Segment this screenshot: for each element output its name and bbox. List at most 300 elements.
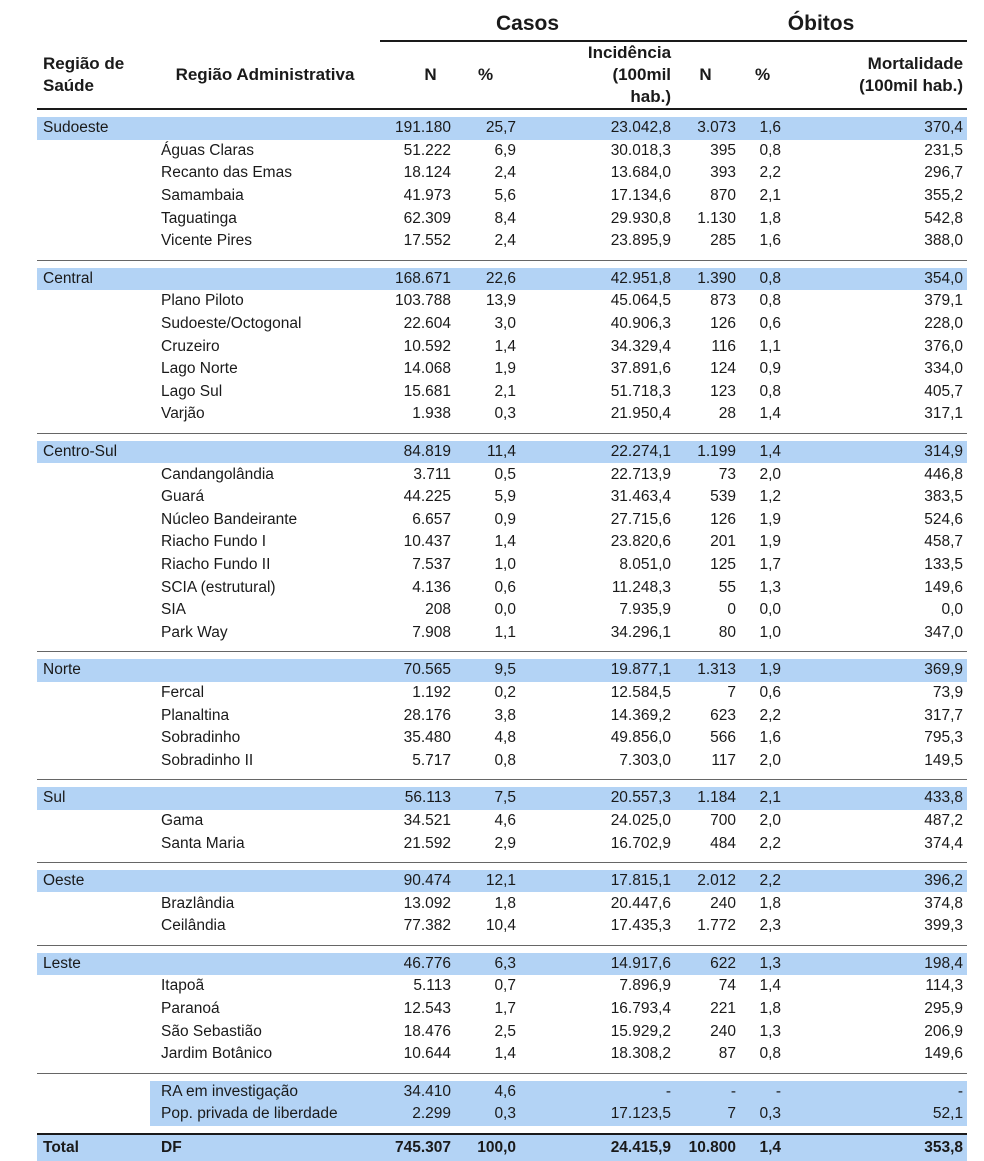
cell-obitos-pct: 1,0: [759, 623, 782, 641]
cell-obitos-pct: 1,1: [759, 337, 782, 355]
spacer-cell: [37, 1126, 967, 1134]
cell-incidencia: 11.248,3: [611, 578, 672, 596]
cell-regiao-saude: [37, 727, 150, 750]
cell-regiao-admin: [150, 870, 380, 893]
table-row: [37, 727, 967, 750]
spacer-row: [37, 253, 967, 261]
cell-casos-n: 77.382: [403, 917, 451, 935]
cell-obitos-pct: 1,4: [740, 441, 785, 464]
cell-incidencia: 45.064,5: [610, 292, 672, 310]
total-row: [37, 1134, 967, 1161]
cell-casos-n: 2.299: [380, 1103, 455, 1126]
spacer-cell: [37, 260, 967, 268]
cell-incidencia: 17.815,1: [520, 870, 675, 893]
col-header-casos-n: N: [380, 41, 455, 109]
cell-obitos-pct: 2,0: [759, 465, 782, 483]
cell-casos-n: 17.552: [403, 232, 451, 250]
table-row: [37, 554, 967, 577]
cell-casos-pct: 0,3: [494, 405, 516, 423]
table-row: [37, 207, 967, 230]
cell-obitos-n: 393: [710, 164, 737, 182]
cell-casos-n: 70.565: [380, 659, 455, 682]
cell-mortalidade: 0,0: [941, 601, 964, 619]
cell-obitos-n: 395: [710, 141, 737, 159]
cell-casos-n: 3.711: [413, 465, 451, 483]
cell-obitos-n: 1.772: [697, 917, 737, 935]
table-row: [37, 486, 967, 509]
cell-obitos-n: 566: [710, 729, 737, 747]
cell-regiao-admin: Samambaia: [161, 187, 244, 205]
cell-obitos-pct: 2,2: [759, 706, 782, 724]
cell-regiao-admin: Pop. privada de liberdade: [150, 1103, 380, 1126]
cell-casos-pct: 2,9: [494, 834, 516, 852]
cell-casos-pct: 0,5: [494, 465, 516, 483]
cell-casos-pct: 5,6: [494, 187, 516, 205]
cell-casos-n: 1.938: [412, 405, 451, 423]
cell-regiao-saude: Centro-Sul: [37, 441, 150, 464]
cell-obitos-pct: 1,7: [759, 555, 782, 573]
cell-regiao-admin: DF: [150, 1134, 380, 1161]
cell-casos-pct: 0,0: [494, 601, 516, 619]
cell-regiao-saude: [37, 749, 150, 772]
cell-regiao-saude: [37, 207, 150, 230]
cell-regiao-admin: Lago Sul: [161, 382, 223, 400]
cell-casos-pct: 4,6: [455, 1081, 520, 1104]
cell-casos-n: 22.604: [403, 315, 451, 333]
cell-mortalidade: 374,8: [924, 894, 964, 912]
spacer-row: [37, 938, 967, 946]
spacer-cell: [37, 855, 967, 863]
cell-mortalidade: 542,8: [924, 209, 964, 227]
spacer-cell: [37, 780, 967, 788]
table-row: [37, 892, 967, 915]
cell-casos-pct: 4,8: [494, 729, 516, 747]
cell-regiao-admin: RA em investigação: [150, 1081, 380, 1104]
cell-incidencia: 42.951,8: [520, 268, 675, 291]
cell-obitos-pct: 2,2: [759, 834, 782, 852]
cell-casos-n: 56.113: [380, 787, 455, 810]
cell-regiao-admin: Candangolândia: [161, 465, 274, 483]
cell-regiao-admin: [150, 441, 380, 464]
cell-incidencia: 34.329,4: [610, 337, 672, 355]
cell-incidencia: 21.950,4: [610, 405, 672, 423]
cell-casos-n: 15.681: [403, 382, 451, 400]
table-row: [37, 358, 967, 381]
cell-mortalidade: 376,0: [924, 337, 964, 355]
region-row: [37, 117, 967, 140]
cell-casos-pct: 22,6: [455, 268, 520, 291]
cell-obitos-n: 1.313: [675, 659, 740, 682]
cell-mortalidade: 314,9: [785, 441, 967, 464]
cell-mortalidade: 228,0: [924, 315, 964, 333]
cell-regiao-admin: Águas Claras: [161, 141, 255, 159]
cell-casos-pct: 2,5: [494, 1022, 516, 1040]
spacer-cell: [37, 433, 967, 441]
cell-obitos-pct: 1,8: [759, 1000, 782, 1018]
table-row: [37, 998, 967, 1021]
cell-casos-pct: 11,4: [455, 441, 520, 464]
cell-obitos-n: 126: [710, 510, 737, 528]
cell-mortalidade: 295,9: [924, 1000, 964, 1018]
cell-casos-n: 13.092: [403, 894, 451, 912]
cell-regiao-admin: Riacho Fundo I: [161, 533, 267, 551]
cell-mortalidade: -: [785, 1081, 967, 1104]
cell-obitos-pct: 0,8: [759, 382, 782, 400]
cell-casos-pct: 1,9: [494, 360, 516, 378]
cell-mortalidade: 355,2: [924, 187, 964, 205]
cell-casos-pct: 4,6: [494, 811, 516, 829]
cell-mortalidade: 354,0: [785, 268, 967, 291]
cell-obitos-n: 201: [710, 533, 737, 551]
cell-incidencia: 17.134,6: [610, 187, 672, 205]
table-row: [37, 682, 967, 705]
spacer-cell: [37, 862, 967, 870]
cell-casos-pct: 9,5: [455, 659, 520, 682]
cell-regiao-admin: Vicente Pires: [161, 232, 253, 250]
cell-incidencia: 18.308,2: [610, 1045, 672, 1063]
cell-mortalidade: 458,7: [924, 533, 964, 551]
cell-incidencia: 14.917,6: [520, 953, 675, 976]
cell-mortalidade: 383,5: [924, 488, 964, 506]
cell-mortalidade: 353,8: [785, 1134, 967, 1161]
cell-casos-pct: 6,9: [494, 141, 516, 159]
cell-casos-pct: 25,7: [455, 117, 520, 140]
cell-regiao-admin: Brazlândia: [161, 894, 235, 912]
cell-mortalidade: 487,2: [924, 811, 964, 829]
cell-mortalidade: 399,3: [924, 917, 964, 935]
cell-obitos-n: 126: [710, 315, 737, 333]
cell-mortalidade: 114,3: [925, 977, 964, 995]
cell-incidencia: 29.930,8: [610, 209, 672, 227]
cell-obitos-n: 1.390: [675, 268, 740, 291]
cell-obitos-n: 873: [710, 292, 737, 310]
cell-casos-pct: 1,0: [494, 555, 516, 573]
table-row: [37, 810, 967, 833]
spacer-cell: [37, 426, 967, 434]
cell-incidencia: 15.929,2: [610, 1022, 672, 1040]
cell-obitos-pct: 1,4: [759, 977, 782, 995]
cell-regiao-admin: Riacho Fundo II: [161, 555, 271, 573]
cell-mortalidade: 446,8: [924, 465, 964, 483]
cell-obitos-pct: 0,3: [740, 1103, 785, 1126]
cell-obitos-n: 539: [710, 488, 737, 506]
spacer-row: [37, 945, 967, 953]
cell-casos-n: 14.068: [403, 360, 451, 378]
spacer-row: [37, 855, 967, 863]
spacer-cell: [37, 1073, 967, 1081]
cell-regiao-saude: [37, 1103, 150, 1126]
cell-regiao-saude: [37, 140, 150, 163]
cell-casos-n: 4.136: [412, 578, 451, 596]
cell-casos-pct: 0,3: [455, 1103, 520, 1126]
cell-incidencia: 16.702,9: [610, 834, 672, 852]
cell-obitos-pct: 0,9: [759, 360, 782, 378]
cell-obitos-n: 240: [710, 1022, 737, 1040]
cell-regiao-admin: Sobradinho II: [161, 751, 254, 769]
cell-casos-pct: 0,7: [494, 977, 516, 995]
cell-casos-n: 10.437: [403, 533, 451, 551]
cell-casos-n: 12.543: [403, 1000, 451, 1018]
cell-casos-pct: 1,1: [494, 623, 516, 641]
cell-regiao-admin: Sobradinho: [161, 729, 241, 747]
cell-incidencia: 12.584,5: [610, 683, 672, 701]
cell-mortalidade: 317,1: [924, 405, 964, 423]
cell-incidencia: 27.715,6: [610, 510, 672, 528]
cell-regiao-admin: Recanto das Emas: [161, 164, 292, 182]
region-row: [37, 787, 967, 810]
cell-regiao-saude: [37, 1020, 150, 1043]
spacer-cell: [37, 652, 967, 660]
cell-casos-n: 46.776: [380, 953, 455, 976]
cell-regiao-saude: [37, 335, 150, 358]
cell-incidencia: 23.895,9: [610, 232, 672, 250]
table-row: [37, 749, 967, 772]
table-row: [37, 313, 967, 336]
col-header-obitos-pct: %: [740, 41, 785, 109]
cell-regiao-admin: Santa Maria: [161, 834, 245, 852]
cell-incidencia: 13.684,0: [610, 164, 672, 182]
cell-incidencia: 22.274,1: [520, 441, 675, 464]
spacer-cell: [37, 644, 967, 652]
cell-mortalidade: 433,8: [785, 787, 967, 810]
cell-mortalidade: 149,5: [924, 751, 964, 769]
cell-regiao-admin: Plano Piloto: [161, 292, 244, 310]
cell-obitos-pct: 1,3: [740, 953, 785, 976]
cell-casos-pct: 5,9: [494, 488, 516, 506]
col-header-mortalidade: Mortalidade (100mil hab.): [785, 41, 967, 109]
spacer-row: [37, 109, 967, 117]
cell-regiao-admin: Park Way: [161, 623, 228, 641]
cell-obitos-pct: 1,6: [759, 232, 782, 250]
cell-casos-n: 6.657: [412, 510, 451, 528]
cell-incidencia: 20.447,6: [610, 894, 672, 912]
cell-casos-n: 18.124: [403, 164, 451, 182]
cell-obitos-n: 7: [675, 1103, 740, 1126]
cell-regiao-saude: [37, 810, 150, 833]
cell-casos-n: 208: [425, 601, 451, 619]
table-row: [37, 509, 967, 532]
cell-casos-pct: 6,3: [455, 953, 520, 976]
other-row: [37, 1103, 967, 1126]
cell-mortalidade: 379,1: [924, 292, 964, 310]
cell-casos-n: 34.410: [380, 1081, 455, 1104]
cell-mortalidade: 231,5: [924, 141, 964, 159]
cell-regiao-admin: [150, 953, 380, 976]
cell-casos-n: 41.973: [403, 187, 451, 205]
cell-obitos-pct: 0,0: [759, 601, 782, 619]
cell-incidencia: 40.906,3: [610, 315, 672, 333]
table-row: [37, 403, 967, 426]
table-row: [37, 576, 967, 599]
cell-mortalidade: 369,9: [785, 659, 967, 682]
cell-casos-pct: 2,4: [494, 164, 516, 182]
cell-obitos-n: 55: [718, 578, 737, 596]
cell-incidencia: 34.296,1: [610, 623, 672, 641]
cell-incidencia: 19.877,1: [520, 659, 675, 682]
cell-regiao-saude: [37, 403, 150, 426]
cell-regiao-saude: [37, 704, 150, 727]
cell-obitos-n: 73: [718, 465, 737, 483]
spacer-row: [37, 433, 967, 441]
cell-regiao-saude: [37, 599, 150, 622]
cell-obitos-n: 80: [718, 623, 737, 641]
spacer-cell: [37, 1066, 967, 1074]
table-row: [37, 1020, 967, 1043]
cell-mortalidade: 524,6: [924, 510, 964, 528]
cell-mortalidade: 198,4: [785, 953, 967, 976]
cell-regiao-saude: [37, 486, 150, 509]
region-row: [37, 870, 967, 893]
region-row: [37, 659, 967, 682]
spacer-row: [37, 780, 967, 788]
group-header-obitos: Óbitos: [675, 0, 967, 41]
cell-mortalidade: 149,6: [924, 1045, 964, 1063]
cell-obitos-pct: 0,6: [759, 315, 782, 333]
group-header-row: [37, 0, 967, 41]
cell-obitos-pct: 2,2: [740, 870, 785, 893]
region-row: [37, 268, 967, 291]
cell-regiao-admin: Varjão: [161, 405, 205, 423]
cell-regiao-admin: Jardim Botânico: [161, 1045, 273, 1063]
cell-regiao-saude: [37, 162, 150, 185]
cell-obitos-n: 240: [710, 894, 737, 912]
cell-obitos-pct: 2,0: [759, 751, 782, 769]
cell-obitos-n: -: [675, 1081, 740, 1104]
cell-obitos-n: 2.012: [675, 870, 740, 893]
cell-casos-pct: 10,4: [485, 917, 516, 935]
cell-mortalidade: 347,0: [924, 623, 964, 641]
cell-casos-pct: 100,0: [455, 1134, 520, 1161]
cell-obitos-pct: 1,9: [759, 510, 782, 528]
cell-incidencia: 31.463,4: [610, 488, 672, 506]
cell-obitos-pct: 1,9: [759, 533, 782, 551]
cell-incidencia: 37.891,6: [610, 360, 672, 378]
cell-incidencia: 17.123,5: [520, 1103, 675, 1126]
cell-obitos-n: 124: [710, 360, 737, 378]
cell-regiao-admin: [150, 787, 380, 810]
cell-obitos-pct: 0,6: [759, 683, 782, 701]
cell-obitos-pct: 1,2: [759, 488, 782, 506]
cell-casos-pct: 1,8: [494, 894, 516, 912]
cell-obitos-n: 10.800: [675, 1134, 740, 1161]
cell-casos-pct: 0,9: [494, 510, 516, 528]
cell-incidencia: 7.935,9: [619, 601, 672, 619]
cell-mortalidade: 296,7: [924, 164, 964, 182]
cell-regiao-admin: Taguatinga: [161, 209, 237, 227]
cell-regiao-saude: Oeste: [37, 870, 150, 893]
cell-obitos-pct: 1,8: [759, 894, 782, 912]
cell-casos-pct: 3,0: [494, 315, 516, 333]
spacer-cell: [37, 772, 967, 780]
table-row: [37, 162, 967, 185]
cell-casos-pct: 1,4: [494, 337, 516, 355]
cell-incidencia: 8.051,0: [619, 555, 672, 573]
table-row: [37, 290, 967, 313]
cell-casos-pct: 7,5: [455, 787, 520, 810]
cell-mortalidade: 149,6: [924, 578, 964, 596]
cell-casos-pct: 2,4: [494, 232, 516, 250]
cell-regiao-admin: Fercal: [161, 683, 205, 701]
spacer-row: [37, 426, 967, 434]
cell-obitos-pct: 1,3: [759, 578, 782, 596]
table-row: [37, 1043, 967, 1066]
cell-casos-n: 51.222: [403, 141, 451, 159]
column-header-row: [37, 41, 967, 109]
spacer-row: [37, 260, 967, 268]
cell-mortalidade: 370,4: [785, 117, 967, 140]
cell-incidencia: 7.303,0: [619, 751, 672, 769]
cell-incidencia: 20.557,3: [520, 787, 675, 810]
cell-casos-n: 745.307: [380, 1134, 455, 1161]
table-row: [37, 975, 967, 998]
spacer-row: [37, 772, 967, 780]
table-body: [37, 109, 967, 1161]
cell-incidencia: 16.793,4: [610, 1000, 672, 1018]
region-row: [37, 953, 967, 976]
cell-regiao-admin: [150, 268, 380, 291]
cell-obitos-n: 1.130: [697, 209, 737, 227]
cell-obitos-n: 125: [710, 555, 737, 573]
cell-regiao-saude: [37, 531, 150, 554]
cell-obitos-n: 7: [727, 683, 737, 701]
cell-regiao-saude: Norte: [37, 659, 150, 682]
cell-obitos-n: 1.199: [675, 441, 740, 464]
cell-incidencia: 24.025,0: [610, 811, 672, 829]
cell-obitos-pct: 2,0: [759, 811, 782, 829]
table-row: [37, 140, 967, 163]
table-row: [37, 621, 967, 644]
cell-casos-n: 7.908: [412, 623, 451, 641]
cell-regiao-saude: [37, 915, 150, 938]
cell-incidencia: 22.713,9: [610, 465, 672, 483]
spacer-row: [37, 1126, 967, 1134]
cell-obitos-n: 117: [711, 751, 737, 769]
cell-mortalidade: 317,7: [924, 706, 964, 724]
cell-obitos-pct: 0,8: [740, 268, 785, 291]
cell-obitos-n: 221: [710, 1000, 737, 1018]
table-row: [37, 704, 967, 727]
cell-regiao-saude: Central: [37, 268, 150, 291]
cell-regiao-admin: Lago Norte: [161, 360, 238, 378]
cell-regiao-saude: Total: [37, 1134, 150, 1161]
spacer-cell: [37, 945, 967, 953]
table-row: [37, 335, 967, 358]
cell-casos-n: 62.309: [403, 209, 451, 227]
cell-casos-n: 90.474: [380, 870, 455, 893]
cell-incidencia: 17.435,3: [610, 917, 672, 935]
cell-regiao-admin: SIA: [161, 601, 186, 619]
col-header-regiao-admin: Região Administrativa: [150, 41, 380, 109]
table-row: [37, 531, 967, 554]
cell-casos-pct: 1,4: [494, 1045, 516, 1063]
cell-casos-pct: 3,8: [494, 706, 516, 724]
table-row: [37, 599, 967, 622]
cell-regiao-saude: [37, 832, 150, 855]
cell-casos-n: 10.592: [403, 337, 451, 355]
cell-mortalidade: 388,0: [924, 232, 964, 250]
table-row: [37, 381, 967, 404]
cell-regiao-admin: [150, 659, 380, 682]
cell-obitos-pct: 2,1: [759, 187, 782, 205]
group-header-spacer: [37, 0, 380, 41]
cell-regiao-saude: [37, 185, 150, 208]
cell-regiao-admin: Itapoã: [161, 977, 205, 995]
cell-casos-n: 1.192: [412, 683, 451, 701]
spacer-row: [37, 1073, 967, 1081]
cell-obitos-n: 622: [675, 953, 740, 976]
cell-obitos-n: 285: [710, 232, 737, 250]
cell-obitos-n: 116: [711, 337, 737, 355]
